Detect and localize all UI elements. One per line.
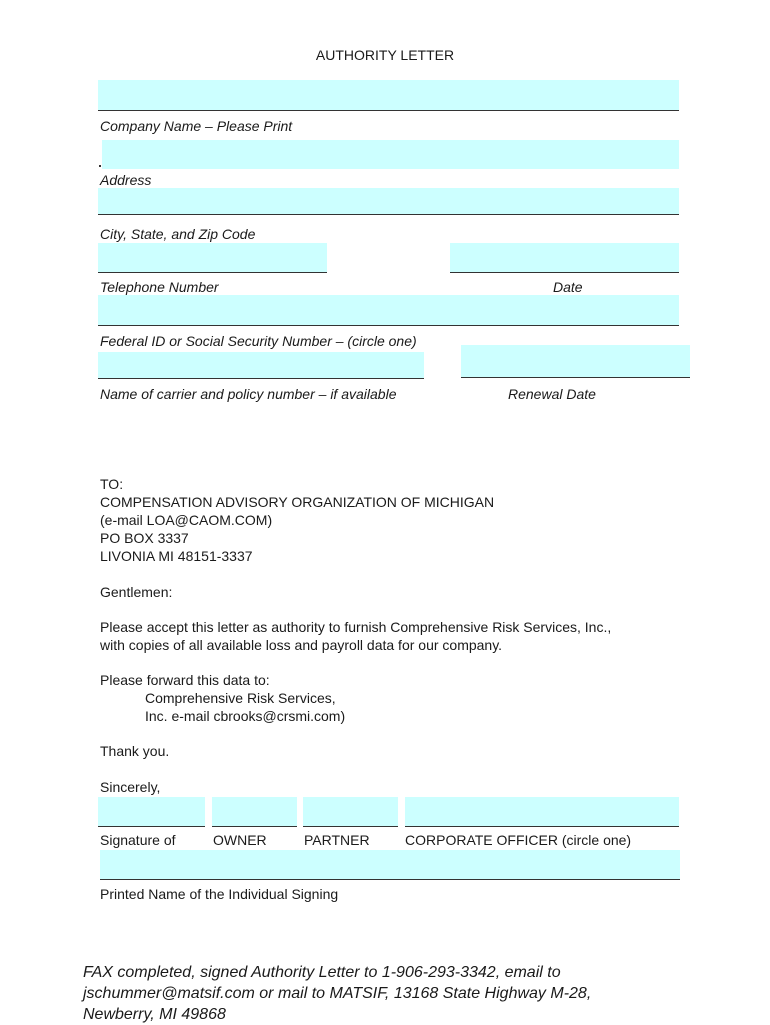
footer-line: FAX completed, signed Authority Letter to 1-906-293-3342, email to [83,964,561,981]
signature-of-label: Signature of [100,832,176,848]
forward-intro: Please forward this data to: [100,672,270,688]
greeting: Gentlemen: [100,584,173,600]
date-label: Date [553,279,583,295]
body-paragraph [100,618,611,654]
paragraph-line: Please accept this letter as authority to furnish Comprehensive Risk Services, Inc., [100,619,612,635]
signature-field[interactable] [98,797,205,827]
thanks: Thank you. [100,743,170,759]
federal-id-label: Federal ID or Social Security Number – (circle one) [100,333,417,349]
forward-line: Inc. e-mail cbrooks@crsmi.com) [145,708,346,724]
company-name-label: Company Name – Please Print [100,118,293,134]
to-label: TO: [100,476,124,492]
footer-instructions [83,962,591,1025]
renewal-date-field[interactable] [461,345,690,378]
recipient-email: (e-mail LOA@CAOM.COM) [100,512,273,528]
closing: Sincerely, [100,779,161,795]
forward-line: Comprehensive Risk Services, [145,690,336,706]
address-label: Address [100,172,152,188]
page-title: AUTHORITY LETTER [315,47,455,63]
company-name-field[interactable] [98,80,679,111]
footer-line: Newberry, MI 49868 [83,1006,226,1023]
recipient-org: COMPENSATION ADVISORY ORGANIZATION OF MICHIGAN [100,494,495,510]
carrier-policy-label: Name of carrier and policy number – if available [100,386,397,402]
printed-name-label: Printed Name of the Individual Signing [100,886,339,902]
printed-name-field[interactable] [100,850,680,880]
city-state-zip-field[interactable] [98,188,679,215]
telephone-field[interactable] [98,243,327,273]
partner-option[interactable]: PARTNER [304,832,370,848]
corporate-officer-option[interactable]: CORPORATE OFFICER (circle one) [405,832,632,848]
federal-id-field[interactable] [98,295,679,326]
renewal-date-label: Renewal Date [508,386,596,402]
address-field[interactable] [102,140,679,169]
city-state-zip-label: City, State, and Zip Code [100,226,256,242]
forward-block [100,671,345,725]
telephone-label: Telephone Number [100,279,219,295]
partner-field[interactable] [303,797,398,827]
recipient-block [100,475,494,565]
carrier-policy-field[interactable] [98,352,424,379]
paragraph-line: with copies of all available loss and payroll data for our company. [100,637,503,653]
field-marker [99,165,101,167]
date-field[interactable] [450,243,679,273]
owner-field[interactable] [212,797,297,827]
owner-option[interactable]: OWNER [213,832,267,848]
recipient-po-box: PO BOX 3337 [100,530,189,546]
recipient-city: LIVONIA MI 48151-3337 [100,548,253,564]
footer-line: jschummer@matsif.com or mail to MATSIF, 13168 State Highway M-28, [83,985,592,1002]
corporate-officer-field[interactable] [405,797,679,827]
